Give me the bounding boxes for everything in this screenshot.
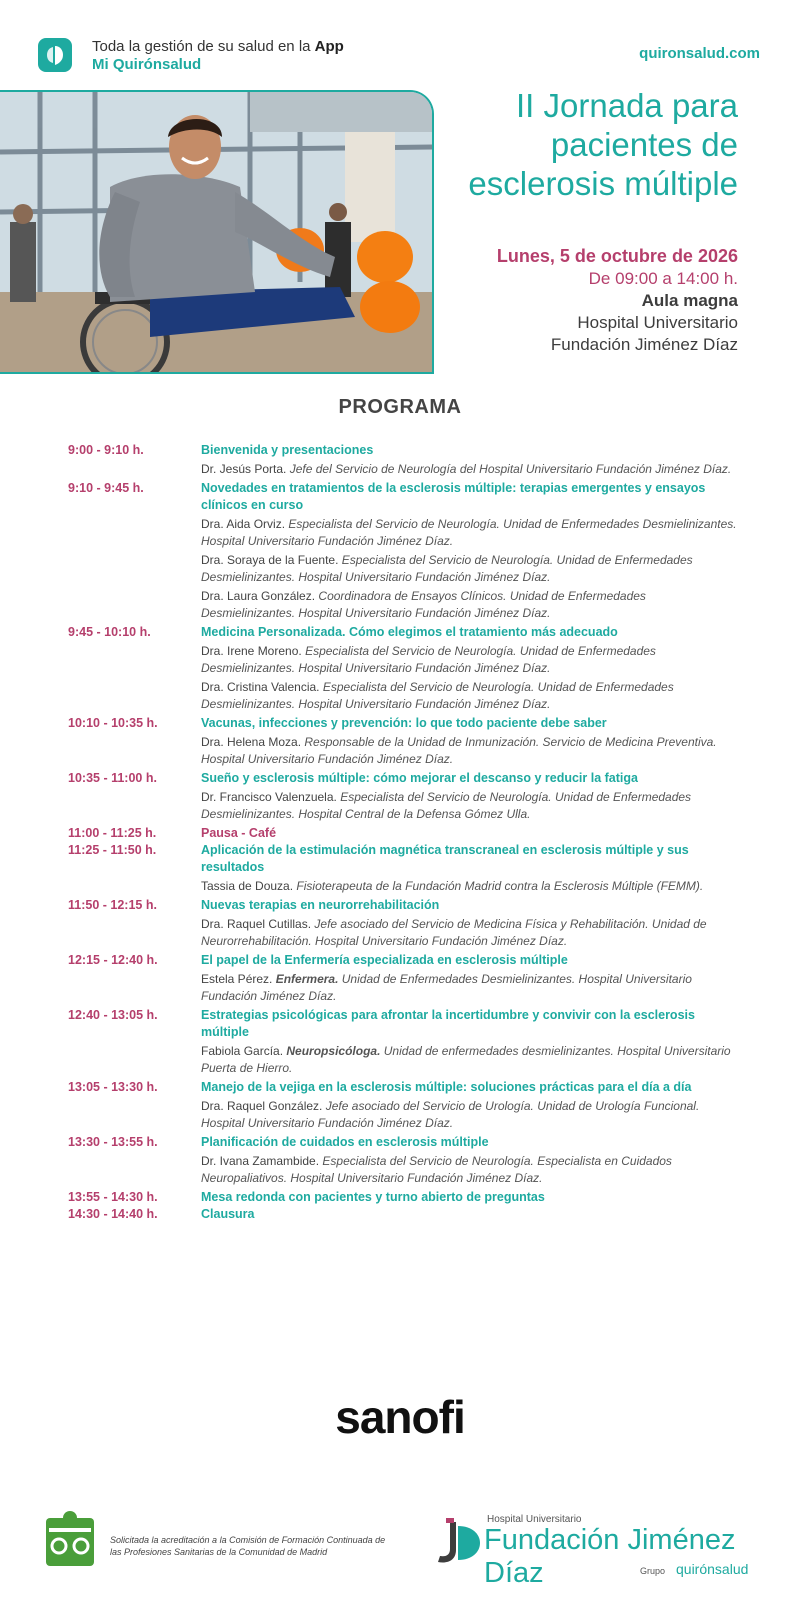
app-name[interactable]: Mi Quirónsalud xyxy=(92,56,202,73)
speaker-role: Jefe del Servicio de Neurología del Hospital Universitario Fundación Jiménez Díaz. xyxy=(289,462,732,476)
hospital-small-label: Hospital Universitario xyxy=(487,1514,582,1525)
session-content xyxy=(201,1206,738,1223)
session-content xyxy=(201,442,738,480)
speaker-name: Dr. Francisco Valenzuela. xyxy=(201,790,337,804)
speaker-entry xyxy=(201,789,738,823)
session-time: 11:00 - 11:25 h. xyxy=(68,826,157,840)
speaker-role: Fisioterapeuta de la Fundación Madrid contra la Esclerosis Múltiple (FEMM). xyxy=(296,879,704,893)
accreditation-logo-icon xyxy=(44,1510,96,1568)
speaker-role: Coordinadora de Ensayos Clínicos. Unidad de Enfermedades Desmielinizantes. Hospital Universitario Fundación Jiménez Díaz. xyxy=(201,589,646,620)
session-row xyxy=(68,715,738,770)
session-row xyxy=(68,952,738,1007)
speaker-name: Dr. Ivana Zamambide. xyxy=(201,1154,320,1168)
sponsor-logo: sanofi xyxy=(335,1391,465,1443)
session-title: Vacunas, infecciones y prevención: lo que todo paciente debe saber xyxy=(201,716,607,730)
speaker-entry xyxy=(201,1098,738,1132)
speaker-role: Responsable de la Unidad de Inmunización. Servicio de Medicina Preventiva. Hospital Universitario Fundación Jiménez Díaz. xyxy=(201,735,717,766)
speaker-entry xyxy=(201,916,738,950)
session-time: 10:10 - 10:35 h. xyxy=(68,716,158,730)
session-content xyxy=(201,842,738,897)
session-time: 10:35 - 11:00 h. xyxy=(68,771,157,785)
speaker-role: Jefe asociado del Servicio de Medicina Física y Rehabilitación. Unidad de Neurorrehabilitación. Hospital Universitario Fundación Jiménez Díaz. xyxy=(201,917,707,948)
speaker-entry xyxy=(201,1043,738,1077)
speaker-name: Tassia de Douza. xyxy=(201,879,294,893)
session-content xyxy=(201,1189,738,1206)
speaker-name: Dr. Jesús Porta. xyxy=(201,462,287,476)
site-link[interactable]: quironsalud.com xyxy=(639,45,760,62)
speaker-entry xyxy=(201,878,738,895)
session-title: Manejo de la vejiga en la esclerosis múltiple: soluciones prácticas para el día a día xyxy=(201,1080,692,1094)
speaker-name: Estela Pérez. xyxy=(201,972,273,986)
speaker-entry xyxy=(201,1153,738,1187)
session-row xyxy=(68,1189,738,1206)
session-title: Nuevas terapias en neurorrehabilitación xyxy=(201,898,440,912)
event-venue-line: Hospital Universitario xyxy=(577,313,738,332)
session-time: 13:30 - 13:55 h. xyxy=(68,1135,158,1149)
session-row xyxy=(68,1134,738,1189)
speaker-name: Dra. Raquel González. xyxy=(201,1099,323,1113)
speaker-role-title: Enfermera. xyxy=(275,972,339,986)
speaker-name: Dra. Irene Moreno. xyxy=(201,644,302,658)
speaker-role: Unidad de enfermedades desmielinizantes. Hospital Universitario Puerta de Hierro. xyxy=(201,1044,731,1075)
session-row xyxy=(68,770,738,825)
session-title: Estrategias psicológicas para afrontar la incertidumbre y convivir con la esclerosis múltiple xyxy=(201,1008,695,1039)
session-content xyxy=(201,1007,738,1079)
event-time: De 09:00 a 14:00 h. xyxy=(588,269,738,288)
speaker-entry xyxy=(201,679,738,713)
session-content xyxy=(201,624,738,715)
accreditation-text: Solicitada la acreditación a la Comisión de Formación Continuada de las Profesiones Sanitarias de la Comunidad de Madrid xyxy=(110,1535,386,1557)
speaker-role-title: Neuropsicóloga. xyxy=(286,1044,381,1058)
speaker-entry xyxy=(201,971,738,1005)
speaker-role: Especialista del Servicio de Neurología. Unidad de Enfermedades Desmielinizantes. Hospital Universitario Fundación Jiménez Díaz. xyxy=(201,680,674,711)
session-time: 14:30 - 14:40 h. xyxy=(68,1207,158,1221)
app-promo-text: Toda la gestión de su salud en la App xyxy=(92,38,344,55)
session-content xyxy=(201,952,738,1007)
session-title: Clausura xyxy=(201,1207,255,1221)
session-time: 9:00 - 9:10 h. xyxy=(68,443,144,457)
speaker-role: Especialista del Servicio de Neurología. Unidad de Enfermedades Desmielinizantes. Hospital Central de la Defensa Gómez Ulla. xyxy=(201,790,692,821)
session-row xyxy=(68,842,738,897)
session-row xyxy=(68,1079,738,1134)
app-logo-icon xyxy=(38,38,72,72)
session-title: El papel de la Enfermería especializada en esclerosis múltiple xyxy=(201,953,568,967)
event-title: II Jornada para pacientes de esclerosis múltiple xyxy=(468,87,738,202)
program-heading: PROGRAMA xyxy=(338,396,462,418)
session-title: Sueño y esclerosis múltiple: cómo mejorar el descanso y reducir la fatiga xyxy=(201,771,638,785)
session-row xyxy=(68,1007,738,1079)
speaker-entry xyxy=(201,552,738,586)
event-venue-room: Aula magna xyxy=(641,291,738,310)
session-time: 9:10 - 9:45 h. xyxy=(68,481,144,495)
speaker-entry xyxy=(201,461,738,478)
speaker-name: Dra. Helena Moza. xyxy=(201,735,302,749)
session-row xyxy=(68,480,738,624)
speaker-name: Dra. Aida Orviz. xyxy=(201,517,286,531)
speaker-entry xyxy=(201,516,738,550)
session-time: 11:50 - 12:15 h. xyxy=(68,898,157,912)
session-row xyxy=(68,1206,738,1223)
speaker-name: Dra. Cristina Valencia. xyxy=(201,680,320,694)
session-row xyxy=(68,897,738,952)
session-row xyxy=(68,442,738,480)
hospital-name: Fundación Jiménez Díaz xyxy=(484,1524,736,1589)
speaker-entry xyxy=(201,588,738,622)
session-content xyxy=(201,1079,738,1134)
speaker-role: Especialista del Servicio de Neurología. Especialista en Cuidados Neuropaliativos. Hospital Universitario Fundación Jiménez Díaz. xyxy=(201,1154,672,1185)
session-content xyxy=(201,897,738,952)
fjd-logo-icon xyxy=(432,1516,482,1566)
session-time: 12:40 - 13:05 h. xyxy=(68,1008,158,1022)
speaker-entry xyxy=(201,643,738,677)
session-title: Planificación de cuidados en esclerosis múltiple xyxy=(201,1135,489,1149)
event-venue-line: Fundación Jiménez Díaz xyxy=(550,335,738,354)
session-time: 13:05 - 13:30 h. xyxy=(68,1080,158,1094)
session-time: 12:15 - 12:40 h. xyxy=(68,953,158,967)
session-content xyxy=(201,715,738,770)
speaker-name: Dra. Soraya de la Fuente. xyxy=(201,553,339,567)
speaker-role: Especialista del Servicio de Neurología. Unidad de Enfermedades Desmielinizantes. Hospital Universitario Fundación Jiménez Díaz. xyxy=(201,517,737,548)
session-time: 9:45 - 10:10 h. xyxy=(68,625,151,639)
session-title: Mesa redonda con pacientes y turno abierto de preguntas xyxy=(201,1190,545,1204)
session-title: Medicina Personalizada. Cómo elegimos el tratamiento más adecuado xyxy=(201,625,618,639)
speaker-name: Fabiola García. xyxy=(201,1044,284,1058)
speaker-name: Dra. Laura González. xyxy=(201,589,316,603)
session-title: Bienvenida y presentaciones xyxy=(201,443,374,457)
session-row xyxy=(68,624,738,715)
grupo-label: Grupo xyxy=(640,1566,666,1576)
speaker-role: Especialista del Servicio de Neurología. Unidad de Enfermedades Desmielinizantes. Hospital Universitario Fundación Jiménez Díaz. xyxy=(201,553,693,584)
session-content xyxy=(201,480,738,624)
program-schedule xyxy=(68,442,738,1223)
session-content xyxy=(201,825,738,842)
speaker-role: Unidad de Enfermedades Desmielinizantes. Hospital Universitario Fundación Jiménez Díaz. xyxy=(201,972,692,1003)
session-row xyxy=(68,825,738,842)
grupo-brand: quirónsalud xyxy=(676,1561,749,1577)
session-title: Novedades en tratamientos de la esclerosis múltiple: terapias emergentes y ensayos clínicos en curso xyxy=(201,481,706,512)
session-content xyxy=(201,770,738,825)
speaker-name: Dra. Raquel Cutillas. xyxy=(201,917,312,931)
session-time: 11:25 - 11:50 h. xyxy=(68,843,157,857)
event-date: Lunes, 5 de octubre de 2026 xyxy=(496,246,738,266)
session-time: 13:55 - 14:30 h. xyxy=(68,1190,158,1204)
speaker-entry xyxy=(201,734,738,768)
session-content xyxy=(201,1134,738,1189)
speaker-role: Jefe asociado del Servicio de Urología. Unidad de Urología Funcional. Hospital Universitario Fundación Jiménez Díaz. xyxy=(201,1099,700,1130)
session-title: Pausa - Café xyxy=(201,826,277,840)
speaker-role: Especialista del Servicio de Neurología. Unidad de Enfermedades Desmielinizantes. Hospital Universitario Fundación Jiménez Díaz. xyxy=(201,644,656,675)
session-title: Aplicación de la estimulación magnética transcraneal en esclerosis múltiple y sus resultados xyxy=(201,843,689,874)
hero-photo xyxy=(0,90,434,374)
